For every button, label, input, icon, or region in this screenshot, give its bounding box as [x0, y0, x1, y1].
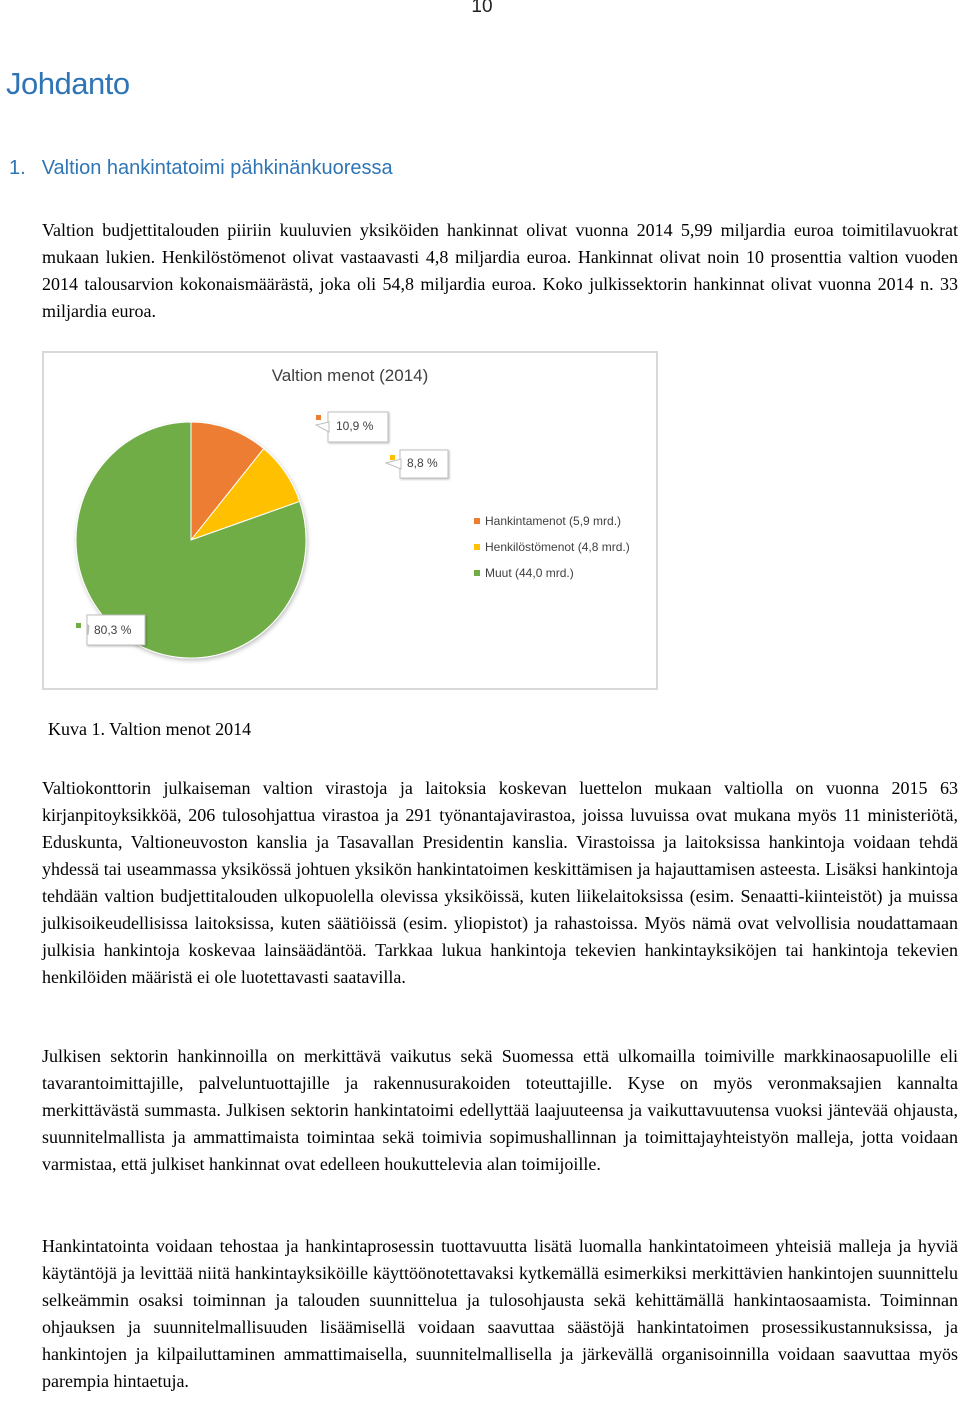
legend-item: [474, 534, 630, 560]
figure-caption: Kuva 1. Valtion menot 2014: [48, 719, 252, 739]
chapter-heading: Johdanto: [6, 66, 130, 101]
pie-chart: [42, 351, 658, 690]
data-label-hankintamenot: 10,9 %: [336, 419, 374, 433]
section-heading: [9, 157, 393, 180]
body-paragraph: Hankintatointa voidaan tehostaa ja hankintaprosessin tuottavuutta lisätä luomalla hankintatoimeen yhteisiä malleja ja hyviä käytäntöjä ja levittää niitä hankintayksiköille käyttöönotettavaksi kytkemällä esimerkiksi merkittävien hankintojen suunnittelu selkeämmin osaksi toiminnan ja talouden suunnittelua ja tulosohjausta sekä kehittämällä hankintaosaamista. Toiminnan ohjauksen ja suunnitelmallisuuden lisäämisellä voidaan saavuttaa säästöjä hankintatoimen prosessikustannuksissa, ja hankintojen ja kilpailuttaminen ammattimaisella, suunnitelmallisella ja järkevällä organisoinnilla voidaan saavuttaa myös parempia hintaetuja.: [42, 1236, 958, 1391]
legend-item: [474, 560, 630, 586]
section-number: 1.: [9, 157, 26, 179]
callout-marker: [76, 623, 81, 628]
legend-label: Hankintamenot (5,9 mrd.): [485, 514, 622, 528]
data-label-muut: 80,3 %: [94, 623, 132, 637]
legend-label: Muut (44,0 mrd.): [485, 566, 574, 580]
legend-item: [474, 508, 630, 534]
data-label-henkilostomenot: 8,8 %: [407, 456, 438, 470]
callout-marker: [316, 415, 321, 420]
page-number: 10: [471, 0, 493, 17]
body-paragraph: Julkisen sektorin hankinnoilla on merkittävä vaikutus sekä Suomessa että ulkomailla toimiville markkinaosapuolille eli tavarantoimittajille, palveluntuottajille ja rakennusurakoiden toteuttajille. Kyse on myös veronmaksajien kannalta merkittävästä summasta. Julkisen sektorin hankintatoimi edellyttää laajuuteensa ja vaikuttavuutensa vuoksi jäntevää ohjausta, suunnitelmallista ja ammattimaista toimintaa sekä toimivia sopimushallinnan ja toimittajayhteistyön malleja, jotta voidaan varmistaa, että julkiset hankinnat ovat edelleen houkuttelevia alan toimijoille.: [42, 1046, 958, 1174]
chart-legend: [474, 508, 630, 586]
legend-label: Henkilöstömenot (4,8 mrd.): [485, 540, 630, 554]
callout-marker: [390, 455, 395, 460]
body-paragraph: Valtiokonttorin julkaiseman valtion virastoja ja laitoksia koskevan luettelon mukaan valtiolla on vuonna 2015 63 kirjanpitoyksikköä, 206 tulosohjattua virastoa ja 291 työnantajavirastoa, joissa luvuissa ovat mukana myös 11 ministeriötä, Eduskunta, Valtioneuvoston kanslia ja Tasavallan Presidentin kanslia. Virastoissa ja laitoksissa hankintoja voidaan tehdä yhdessä tai useammassa yksikössä johtuen yksikön hankintatoimen keskittämisen ja hajauttamisen asteesta. Lisäksi hankintoja tehdään valtion budjettitalouden ulkopuolella olevissa yksiköissä, kuten liikelaitoksissa (esim. Senaatti-kiinteistöt) ja muissa julkisoikeudellisissa laitoksissa, kuten säätiöissä (esim. yliopistot) ja rahastoissa. Myös nämä ovat velvollisia noudattamaan julkisia hankintoja koskevaa lainsäädäntöä. Tarkkaa lukua hankintoja tekevien hankintayksiköjen tai hankintoja tekevien henkilöiden määristä ei ole luotettavasti saatavilla.: [42, 778, 958, 987]
chart-title: Valtion menot (2014): [271, 366, 429, 385]
intro-paragraph: Valtion budjettitalouden piiriin kuuluvien yksiköiden hankinnat olivat vuonna 2014 5,99 miljardia euroa toimitilavuokrat mukaan lukien. Henkilöstömenot olivat vastaavasti 4,8 miljardia euroa. Hankinnat olivat noin 10 prosenttia valtion vuoden 2014 talousarvion kokonaismäärästä, joka oli 54,8 miljardia euroa. Koko julkissektorin hankinnat olivat vuonna 2014 n. 33 miljardia euroa.: [42, 220, 958, 321]
legend-swatch: [474, 518, 480, 524]
legend-swatch: [474, 570, 480, 576]
legend-swatch: [474, 544, 480, 550]
section-title: Valtion hankintatoimi pähkinänkuoressa: [41, 157, 393, 179]
callout-pointer: [386, 459, 401, 469]
callout-pointer: [316, 422, 329, 432]
